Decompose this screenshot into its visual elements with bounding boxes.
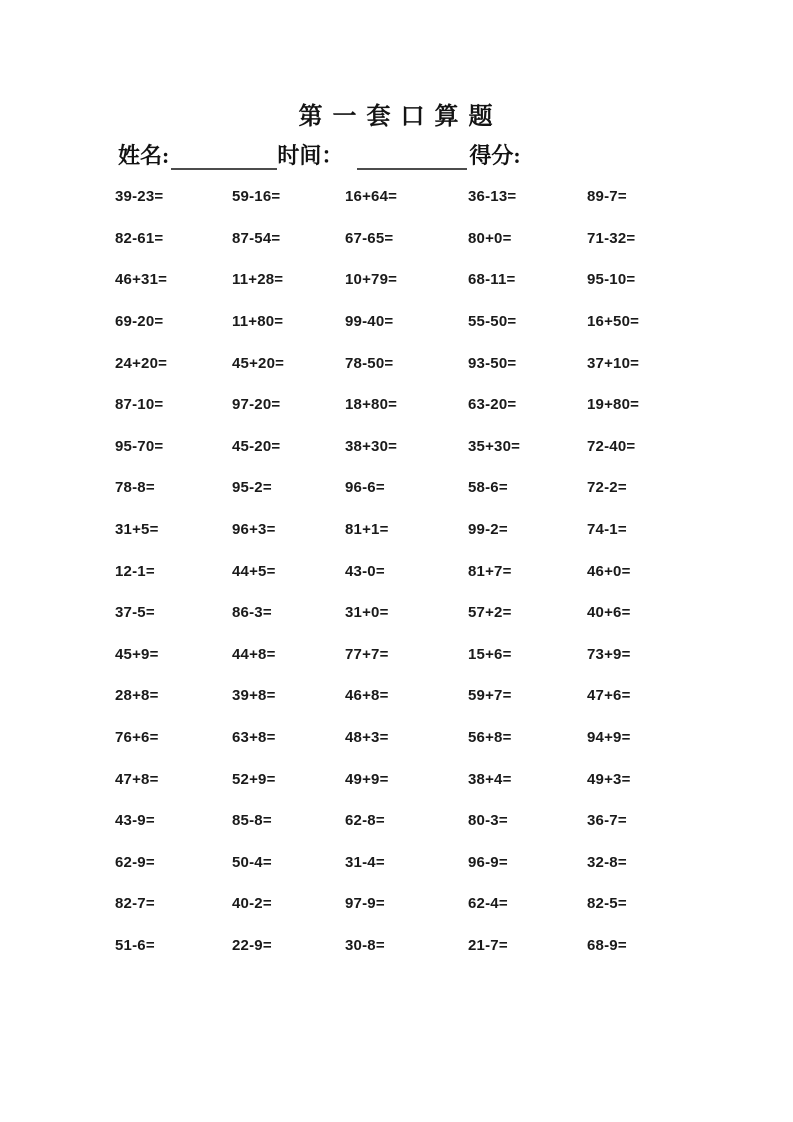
- problem-cell: 69-20=: [115, 313, 164, 331]
- problem-cell: 82-61=: [115, 229, 164, 247]
- problem-cell: 59+7=: [468, 687, 512, 705]
- problem-cell: 49+3=: [587, 770, 631, 788]
- problem-cell: 44+5=: [232, 562, 276, 580]
- problem-cell: 78-8=: [115, 479, 155, 497]
- problem-cell: 86-3=: [232, 604, 272, 622]
- problem-cell: 58-6=: [468, 479, 508, 497]
- problem-cell: 15+6=: [468, 645, 512, 663]
- problem-cell: 12-1=: [115, 562, 155, 580]
- problem-cell: 95-70=: [115, 437, 164, 455]
- problem-cell: 67-65=: [345, 229, 394, 247]
- problem-cell: 39-23=: [115, 188, 164, 206]
- problem-cell: 11+28=: [232, 271, 284, 289]
- problem-row: [115, 675, 663, 717]
- problem-row: [115, 842, 663, 884]
- problem-cell: 56+8=: [468, 729, 512, 747]
- problem-row: [115, 259, 663, 301]
- problem-row: [115, 925, 663, 967]
- problem-cell: 78-50=: [345, 354, 394, 372]
- problem-cell: 47+8=: [115, 770, 159, 788]
- problem-cell: 46+8=: [345, 687, 389, 705]
- problem-row: [115, 426, 663, 468]
- problem-cell: 48+3=: [345, 729, 389, 747]
- problem-cell: 76+6=: [115, 729, 159, 747]
- problem-cell: 36-7=: [587, 812, 627, 830]
- problem-row: [115, 550, 663, 592]
- problem-cell: 73+9=: [587, 645, 631, 663]
- problem-cell: 31+5=: [115, 521, 159, 539]
- problem-cell: 81+7=: [468, 562, 512, 580]
- name-blank-line: [171, 144, 277, 170]
- problem-row: [115, 883, 663, 925]
- problem-cell: 77+7=: [345, 645, 389, 663]
- problem-cell: 93-50=: [468, 354, 517, 372]
- problem-cell: 50-4=: [232, 853, 272, 871]
- problem-cell: 62-8=: [345, 812, 385, 830]
- problem-row: [115, 634, 663, 676]
- problem-cell: 96+3=: [232, 521, 276, 539]
- problem-cell: 94+9=: [587, 729, 631, 747]
- problem-cell: 68-9=: [587, 936, 627, 954]
- problem-cell: 89-7=: [587, 188, 627, 206]
- problem-cell: 46+31=: [115, 271, 168, 289]
- problem-cell: 43-0=: [345, 562, 385, 580]
- problem-cell: 31-4=: [345, 853, 385, 871]
- problem-row: [115, 800, 663, 842]
- problem-cell: 10+79=: [345, 271, 398, 289]
- problem-row: [115, 758, 663, 800]
- problem-cell: 16+50=: [587, 313, 640, 331]
- problem-cell: 45+20=: [232, 354, 285, 372]
- problem-cell: 80+0=: [468, 229, 512, 247]
- score-label: 得分:: [469, 143, 521, 168]
- problem-cell: 97-9=: [345, 895, 385, 913]
- problem-cell: 45+9=: [115, 645, 159, 663]
- problem-cell: 96-9=: [468, 853, 508, 871]
- worksheet-header: [118, 139, 521, 170]
- problem-cell: 49+9=: [345, 770, 389, 788]
- problem-cell: 32-8=: [587, 853, 627, 871]
- problem-cell: 62-9=: [115, 853, 155, 871]
- problem-cell: 43-9=: [115, 812, 155, 830]
- problem-cell: 57+2=: [468, 604, 512, 622]
- problem-cell: 35+30=: [468, 437, 521, 455]
- problem-cell: 55-50=: [468, 313, 517, 331]
- worksheet-title: 第 一 套 口 算 题: [298, 104, 495, 130]
- problem-cell: 68-11=: [468, 271, 516, 289]
- problem-cell: 47+6=: [587, 687, 631, 705]
- problem-cell: 82-5=: [587, 895, 627, 913]
- problem-cell: 21-7=: [468, 936, 508, 954]
- problems-grid: [115, 176, 663, 966]
- problem-row: [115, 717, 663, 759]
- problem-cell: 99-2=: [468, 521, 508, 539]
- problem-cell: 51-6=: [115, 936, 155, 954]
- problem-cell: 62-4=: [468, 895, 508, 913]
- name-label: 姓名:: [118, 143, 170, 168]
- problem-cell: 96-6=: [345, 479, 385, 497]
- problem-cell: 71-32=: [587, 229, 636, 247]
- problem-row: [115, 467, 663, 509]
- problem-cell: 80-3=: [468, 812, 508, 830]
- problem-row: [115, 592, 663, 634]
- problem-row: [115, 301, 663, 343]
- problem-cell: 36-13=: [468, 188, 517, 206]
- problem-cell: 97-20=: [232, 396, 281, 414]
- problem-cell: 72-2=: [587, 479, 627, 497]
- problem-cell: 74-1=: [587, 521, 627, 539]
- problem-row: [115, 342, 663, 384]
- problem-cell: 38+4=: [468, 770, 512, 788]
- problem-cell: 38+30=: [345, 437, 398, 455]
- problem-cell: 11+80=: [232, 313, 284, 331]
- problem-cell: 72-40=: [587, 437, 636, 455]
- problem-cell: 22-9=: [232, 936, 272, 954]
- problem-cell: 37+10=: [587, 354, 640, 372]
- problem-cell: 37-5=: [115, 604, 155, 622]
- problem-cell: 39+8=: [232, 687, 276, 705]
- problem-cell: 52+9=: [232, 770, 276, 788]
- problem-cell: 18+80=: [345, 396, 398, 414]
- problem-cell: 95-10=: [587, 271, 636, 289]
- time-label: 时间：: [277, 143, 344, 168]
- problem-cell: 82-7=: [115, 895, 155, 913]
- problem-cell: 24+20=: [115, 354, 168, 372]
- time-blank-line: [357, 144, 467, 170]
- problem-cell: 95-2=: [232, 479, 272, 497]
- problem-cell: 45-20=: [232, 437, 281, 455]
- problem-cell: 30-8=: [345, 936, 385, 954]
- problem-cell: 87-10=: [115, 396, 164, 414]
- problem-cell: 28+8=: [115, 687, 159, 705]
- problem-cell: 40+6=: [587, 604, 631, 622]
- problem-cell: 99-40=: [345, 313, 394, 331]
- problem-cell: 85-8=: [232, 812, 272, 830]
- problem-cell: 59-16=: [232, 188, 281, 206]
- problem-cell: 87-54=: [232, 229, 281, 247]
- problem-cell: 40-2=: [232, 895, 272, 913]
- problem-row: [115, 218, 663, 260]
- problem-cell: 63+8=: [232, 729, 276, 747]
- problem-cell: 19+80=: [587, 396, 640, 414]
- problem-cell: 63-20=: [468, 396, 517, 414]
- problem-cell: 81+1=: [345, 521, 389, 539]
- problem-cell: 46+0=: [587, 562, 631, 580]
- problem-row: [115, 384, 663, 426]
- problem-row: [115, 176, 663, 218]
- problem-cell: 31+0=: [345, 604, 389, 622]
- problem-cell: 44+8=: [232, 645, 276, 663]
- problem-row: [115, 509, 663, 551]
- problem-cell: 16+64=: [345, 188, 398, 206]
